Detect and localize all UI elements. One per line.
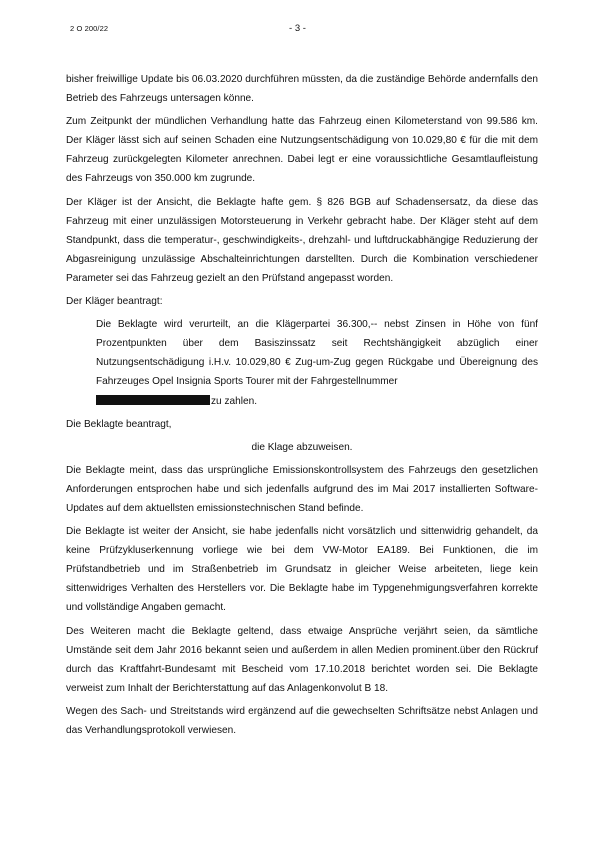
page-number: - 3 -: [289, 23, 306, 34]
paragraph-plaintiff-view: Der Kläger ist der Ansicht, die Beklagte hafte gem. § 826 BGB auf Schadensersatz, da diese das Fahrzeug mit einer unzulässigen Motorsteuerung in Verkehr gebracht habe. Der Kläger steht auf dem Standpunkt, dass die temperatur-, geschwindigkeits-, drehzahl- und luftdruckabhängige Reduzierung der Abgasreinigung unzulässige Abschalteinrichtungen darstellten. Durch die Kombination verschiedener Parameter sei das Fahrzeug gezielt an den Prüfstand angepasst worden.: [66, 196, 538, 284]
document-body: [66, 70, 538, 744]
paragraph-update-deadline: bisher freiwillige Update bis 06.03.2020 durchführen müssten, da die zuständige Behörde andernfalls den Betrieb des Fahrzeugs untersagen könne.: [66, 74, 538, 105]
redacted-vin: [96, 395, 210, 405]
paragraph-defendant-intent: Die Beklagte ist weiter der Ansicht, sie habe jedenfalls nicht vorsätzlich und sittenwidrig gehandelt, da keine Prüfzykluserkennung vorliege wie bei dem VW-Motor EA189. Bei Funktionen, die im Prüfstandbetrieb und im Straßenbetrieb im Grundsatz in gleicher Weise arbeiteten, liege kein sittenwidriges Verhalten des Herstellers vor. Die Beklagte habe im Typgenehmigungsverfahren korrekte und vollständige Angaben gemacht.: [66, 526, 538, 614]
paragraph-mileage: Zum Zeitpunkt der mündlichen Verhandlung hatte das Fahrzeug einen Kilometerstand von 99.586 km. Der Kläger lässt sich auf seinen Schaden eine Nutzungsentschädigung von 10.029,80 € für die mit dem Fahrzeug zurückgelegten Kilometer anrechnen. Dabei legt er eine voraussichtliche Gesamtlaufleistung des Fahrzeugs von 350.000 km zugrunde.: [66, 116, 538, 185]
paragraph-reference: Wegen des Sach- und Streitstands wird ergänzend auf die gewechselten Schriftsätze nebst Anlagen und das Verhandlungsprotokoll verwiesen.: [66, 705, 538, 736]
paragraph-plaintiff-motion: [96, 315, 538, 410]
motion-text: Die Beklagte wird verurteilt, an die Klägerpartei 36.300,-- nebst Zinsen in Höhe von fünf Prozentpunkten über dem Basiszinssatz seit Rechtshängigkeit abzüglich einer Nutzungsentschädigung i.H.v. 10.029,80 € Zug-um-Zug gegen Rückgabe und Übereignung des Fahrzeuges Opel Insignia Sports Tourer mit der Fahrgestellnummer: [96, 319, 538, 388]
paragraph-limitation: Des Weiteren macht die Beklagte geltend, dass etwaige Ansprüche verjährt seien, da sämtliche Umstände seit dem Jahr 2016 bekannt seien und außerdem in allen Medien prominent.über den Rückruf durch das Kraftfahrt-Bundesamt mit Bescheid vom 17.10.2018 berichtet worden sei. Die Beklagte verweist zum Inhalt der Berichterstattung auf das Anlagenkonvolut B 18.: [66, 625, 538, 694]
paragraph-plaintiff-motion-intro: Der Kläger beantragt:: [66, 296, 163, 308]
paragraph-defendant-motion: die Klage abzuweisen.: [251, 441, 353, 453]
paragraph-defendant-view: Die Beklagte meint, dass das ursprüngliche Emissionskontrollsystem des Fahrzeugs den gesetzlichen Anforderungen entsprochen habe und sich jedenfalls aufgrund des im Mai 2017 installierten Software-Updates auf dem aktuellsten emissionstechnischen Stand befinde.: [66, 464, 538, 514]
motion-tail: zu zahlen.: [211, 395, 258, 407]
case-number: 2 O 200/22: [70, 24, 109, 33]
paragraph-defendant-motion-intro: Die Beklagte beantragt,: [66, 418, 172, 430]
